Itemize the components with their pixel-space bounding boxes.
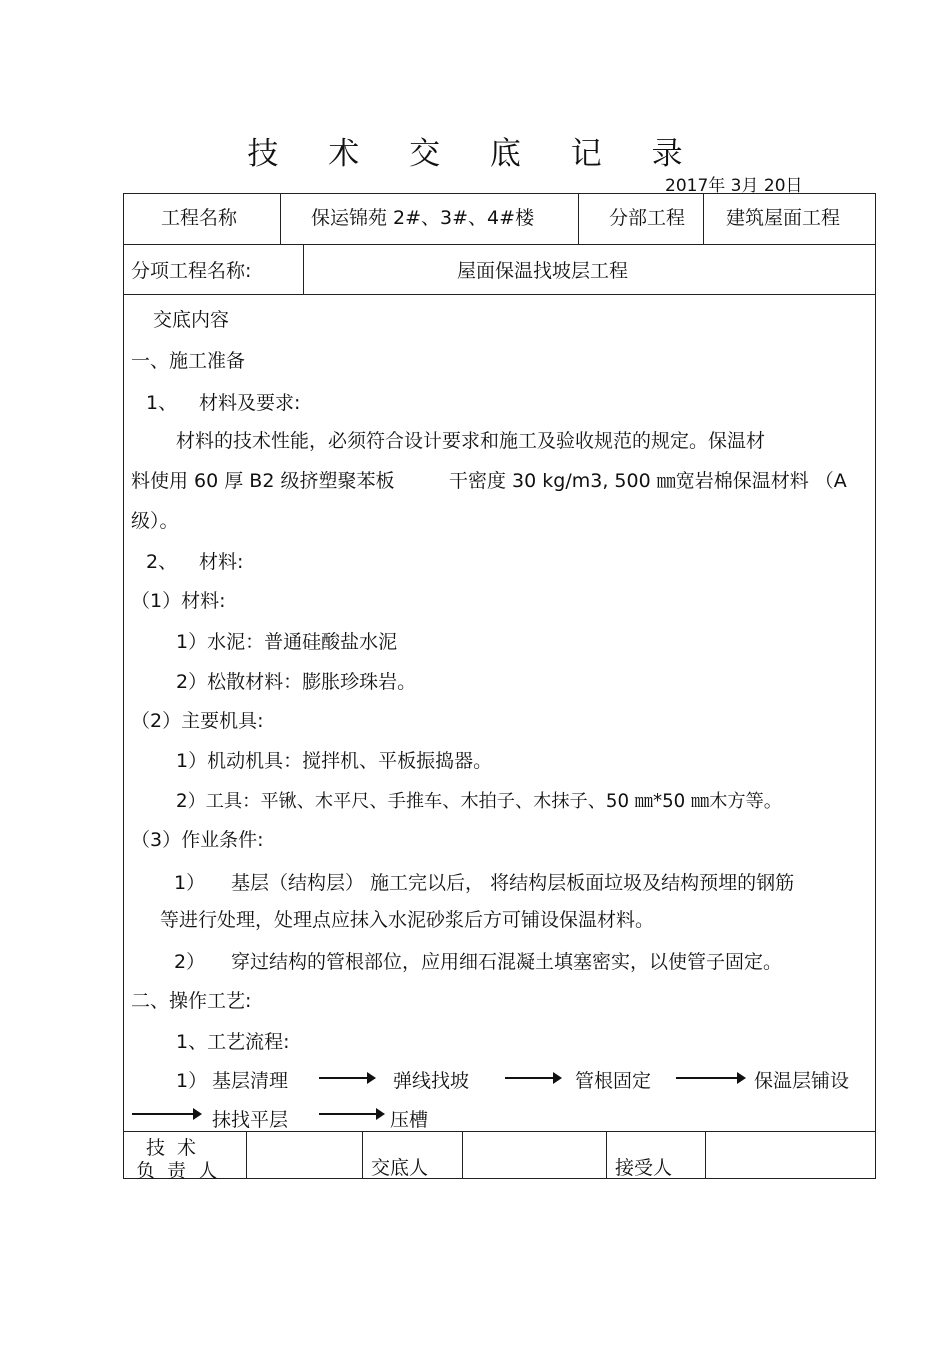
list-item: 基层（结构层） 施工完以后， 将结构层板面垃圾及结构预埋的钢筋 bbox=[231, 872, 795, 894]
flow-step: 弹线找坡 bbox=[393, 1070, 470, 1092]
col-divider bbox=[246, 1131, 247, 1179]
flow-arrow-icon bbox=[132, 1113, 200, 1115]
paragraph-line: 材料的技术性能，必须符合设计要求和施工及验收规范的规定。保温材 bbox=[176, 430, 766, 452]
tech-lead-label: 技 术 bbox=[146, 1137, 200, 1159]
flow-prefix: 1） bbox=[176, 1070, 208, 1092]
list-item: 1）水泥：普通硅酸盐水泥 bbox=[176, 631, 398, 653]
col-divider bbox=[703, 194, 704, 244]
col-divider bbox=[578, 194, 579, 244]
section-heading: 一、施工准备 bbox=[131, 350, 246, 372]
col-divider bbox=[280, 194, 281, 244]
sub-heading: （1）材料: bbox=[131, 590, 226, 612]
paragraph-line: 级）。 bbox=[131, 510, 179, 532]
flow-step: 保温层铺设 bbox=[754, 1070, 850, 1092]
flow-arrow-icon bbox=[319, 1077, 374, 1079]
item-number: 1、 bbox=[146, 392, 178, 414]
paragraph-line: 干密度 30 kg/m3, 500 ㎜宽岩棉保温材料 （A bbox=[449, 470, 847, 492]
subitem-label: 分项工程名称: bbox=[131, 260, 252, 282]
flow-step: 压槽 bbox=[390, 1109, 429, 1131]
content-heading: 交底内容 bbox=[153, 309, 230, 331]
flow-arrow-icon bbox=[676, 1077, 744, 1079]
document-date: 2017年 3月 20日 bbox=[665, 176, 803, 196]
item-text: 材料: bbox=[199, 551, 244, 573]
col-divider bbox=[705, 1131, 706, 1179]
list-item: 2）工具：平锹、木平尺、手推车、木拍子、木抹子、50 ㎜*50 ㎜木方等。 bbox=[176, 791, 782, 812]
sub-heading: （3）作业条件: bbox=[131, 829, 264, 851]
sub-heading: （2）主要机具: bbox=[131, 710, 264, 732]
flow-step: 管根固定 bbox=[575, 1070, 652, 1092]
division-value: 建筑屋面工程 bbox=[726, 207, 841, 229]
document-title: 技 术 交 底 记 录 bbox=[247, 136, 703, 172]
section-heading: 二、操作工艺: bbox=[131, 990, 252, 1012]
sub-heading: 1、工艺流程: bbox=[176, 1031, 290, 1053]
paragraph-line: 料使用 60 厚 B2 级挤塑聚苯板 bbox=[131, 470, 395, 492]
flow-arrow-icon bbox=[505, 1077, 560, 1079]
item-number: 1） bbox=[174, 872, 206, 894]
receiver-label: 接受人 bbox=[615, 1157, 673, 1179]
flow-step: 基层清理 bbox=[212, 1070, 289, 1092]
list-item: 2）松散材料：膨胀珍珠岩。 bbox=[176, 671, 417, 693]
col-divider bbox=[606, 1131, 607, 1179]
col-divider bbox=[462, 1131, 463, 1179]
item-text: 材料及要求: bbox=[199, 392, 301, 414]
division-label: 分部工程 bbox=[609, 207, 686, 229]
project-name-value: 保运锦苑 2#、3#、4#楼 bbox=[311, 207, 535, 229]
flow-step: 抹找平层 bbox=[212, 1109, 289, 1131]
item-number: 2、 bbox=[146, 551, 178, 573]
row-divider bbox=[124, 294, 876, 295]
tech-lead-label: 负 责 人 bbox=[136, 1160, 221, 1182]
list-item: 等进行处理，处理点应抹入水泥砂浆后方可铺设保温材料。 bbox=[160, 909, 655, 931]
item-number: 2） bbox=[174, 951, 206, 973]
col-divider bbox=[303, 244, 304, 294]
project-name-label: 工程名称 bbox=[161, 207, 238, 229]
handover-label: 交底人 bbox=[371, 1157, 429, 1179]
row-divider bbox=[124, 244, 876, 245]
list-item: 1）机动机具：搅拌机、平板振捣器。 bbox=[176, 750, 493, 772]
list-item: 穿过结构的管根部位，应用细石混凝土填塞密实，以使管子固定。 bbox=[231, 951, 783, 973]
flow-arrow-icon bbox=[319, 1113, 383, 1115]
col-divider bbox=[362, 1131, 363, 1179]
subitem-value: 屋面保温找坡层工程 bbox=[457, 260, 629, 282]
